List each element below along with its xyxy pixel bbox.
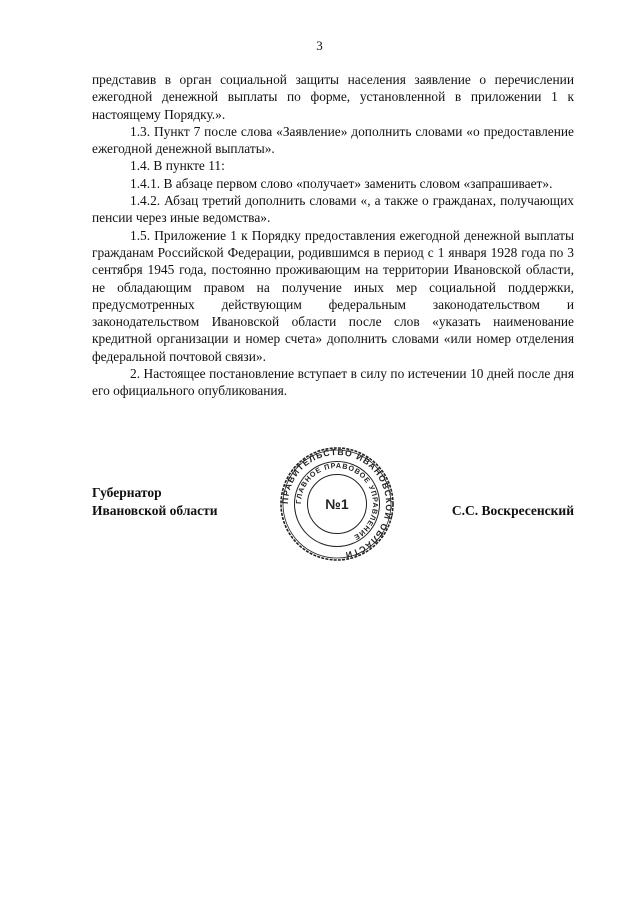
seal-graphic <box>279 446 395 562</box>
page-number: 3 <box>316 38 323 53</box>
signature-block <box>92 446 574 604</box>
official-seal <box>279 446 395 562</box>
signer-title <box>92 484 218 519</box>
paragraph-item-1-4-2: 1.4.2. Абзац третий дополнить словами «, а также о гражданах, получающих пенсии через иные ведомства». <box>92 193 574 226</box>
paragraph-item-2: 2. Настоящее постановление вступает в силу по истечении 10 дней после дня его официального опубликования. <box>92 366 574 399</box>
paragraph-item-1-3: 1.3. Пункт 7 после слова «Заявление» дополнить словами «о предоставление ежегодной денежной выплаты». <box>92 123 574 157</box>
paragraph-item-1-4-1: 1.4.1. В абзаце первом слово «получает» заменить словом «запрашивает». <box>130 175 553 191</box>
signer-name: С.С. Воскресенский <box>451 502 574 518</box>
seal-outer-text: ПРАВИТЕЛЬСТВО ИВАНОВСКОЙ ОБЛАСТИ <box>279 446 395 561</box>
paragraph-item-1-4: 1.4. В пункте 11: <box>130 158 225 174</box>
seal-inner-text: ГЛАВНОЕ ПРАВОВОЕ УПРАВЛЕНИЕ <box>293 460 381 543</box>
signer-title-line1: Губернатор <box>92 485 162 500</box>
document-body <box>92 71 574 400</box>
signer-title-line2: Ивановской области <box>92 502 218 518</box>
paragraph-continuation: представив в орган социальной защиты населения заявление о перечислении ежегодной денежной выплаты по форме, установленной в приложении 1 к настоящему Порядку.». <box>92 72 574 122</box>
paragraph-item-1-5: 1.5. Приложение 1 к Порядку предоставления ежегодной денежной выплаты гражданам Российской Федерации, родившимся в период с 1 января 1928 года по 3 сентября 1945 года, постоянно проживающим на территории Ивановской области, не обладающим правом на получение иных мер социальной поддержки, предусмотренных действующим федеральным законодательством и законодательством Ивановской области после слов «указать наименование кредитной организации и номер счета» дополнить словами «или номер отделения федеральной почтовой связи». <box>92 227 574 364</box>
seal-number: №1 <box>325 496 349 512</box>
